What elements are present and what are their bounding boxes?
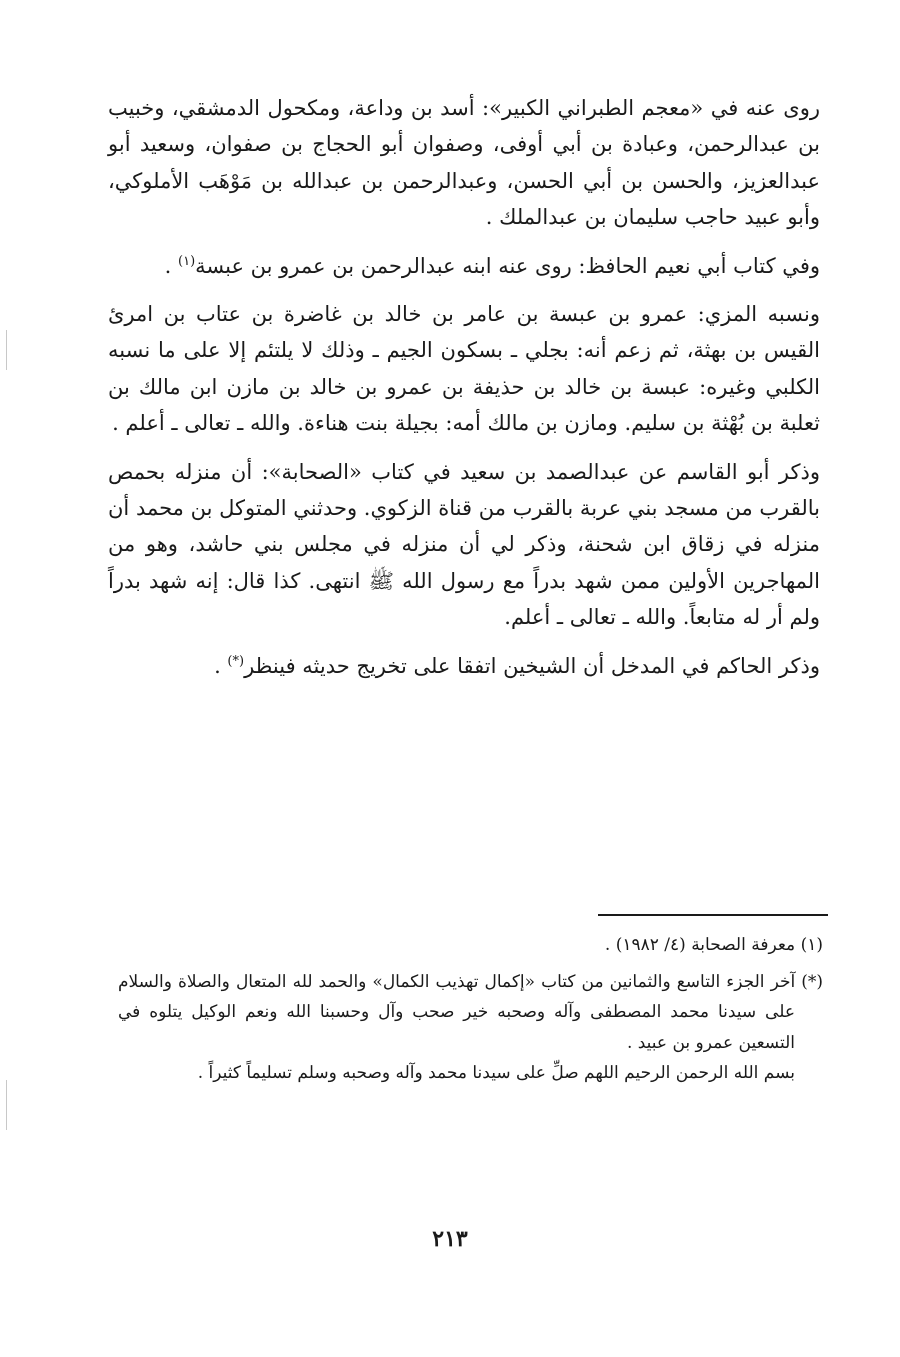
paragraph-hakim	[108, 648, 820, 684]
paragraph-lineage: ونسبه المزي: عمرو بن عبسة بن عامر بن خالد بن غاضرة بن عتاب بن امرئ القيس بن بهثة، ثم زعم أنه: بجلي ـ بسكون الجيم ـ وذلك لا يلتئم إلا على ما نسبه الكلبي وغيره: عبسة بن خالد بن حذيفة بن عمرو بن خالد بن مازن ابن مالك بن ثعلبة بن بُهْثة بن سليم. ومازن بن مالك أمه: بجيلة بنت هناءة. والله ـ تعالى ـ أعلم .	[108, 302, 820, 436]
footnote-ref-1: (١)	[178, 253, 196, 269]
footnote-star: (*) آخر الجزء التاسع والثمانين من كتاب «إكمال تهذيب الكمال» والحمد لله المتعال والصلاة والسلام على سيدنا محمد المصطفى وآله وصحبه خير صحب وآل وحسبنا الله ونعم الوكيل يتلوه في التسعين عمرو بن عبيد .	[118, 971, 823, 1053]
footnote-basmala: بسم الله الرحمن الرحيم اللهم صلِّ على سيدنا محمد وآله وصحبه وسلم تسليماً كثيراً .	[197, 1063, 795, 1083]
paragraph-abu-nuaym-text: وفي كتاب أبي نعيم الحافظ: روى عنه ابنه عبدالرحمن بن عمرو بن عبسة	[195, 253, 820, 278]
scan-artifact-line	[6, 330, 7, 370]
footnote-ref-star: (*)	[227, 653, 245, 669]
paragraph-narrators: روى عنه في «معجم الطبراني الكبير»: أسد بن وداعة، ومكحول الدمشقي، وخبيب بن عبدالرحمن، وعبادة بن أبي أوفى، وصفوان أبو الحجاج بن صفوان، وسعيد أبو عبدالعزيز، والحسن بن أبي الحسن، وعبدالرحمن بن عبدالله بن مَوْهَب الأملوكي، وأبو عبيد حاجب سليمان بن عبدالملك .	[108, 96, 820, 230]
main-text	[108, 90, 820, 684]
paragraph-hakim-text: وذكر الحاكم في المدخل أن الشيخين اتفقا على تخريج حديثه فينظر	[244, 653, 820, 678]
footnotes	[118, 930, 823, 1089]
paragraph-hakim-end: .	[214, 653, 228, 678]
scan-artifact-line-lower	[6, 1080, 7, 1130]
paragraph-residence: وذكر أبو القاسم عن عبدالصمد بن سعيد في كتاب «الصحابة»: أن منزله بحمص بالقرب من مسجد بني عربة بالقرب من قناة الزكوي. وحدثني المتوكل بن محمد أن منزله في زقاق ابن شحنة، وذكر لي أن منزله في مجلس بني حاشد، وهو من المهاجرين الأولين ممن شهد بدراً مع رسول الله ﷺ انتهى. كذا قال: إنه شهد بدراً ولم أر له متابعاً. والله ـ تعالى ـ أعلم.	[108, 459, 820, 630]
paragraph-abu-nuaym	[108, 248, 820, 284]
footnote-1: (١) معرفة الصحابة (٤/ ١٩٨٢) .	[604, 935, 823, 955]
footnote-separator	[598, 914, 828, 916]
page-number: ٢١٣	[432, 1226, 468, 1252]
paragraph-abu-nuaym-end: .	[164, 253, 178, 278]
